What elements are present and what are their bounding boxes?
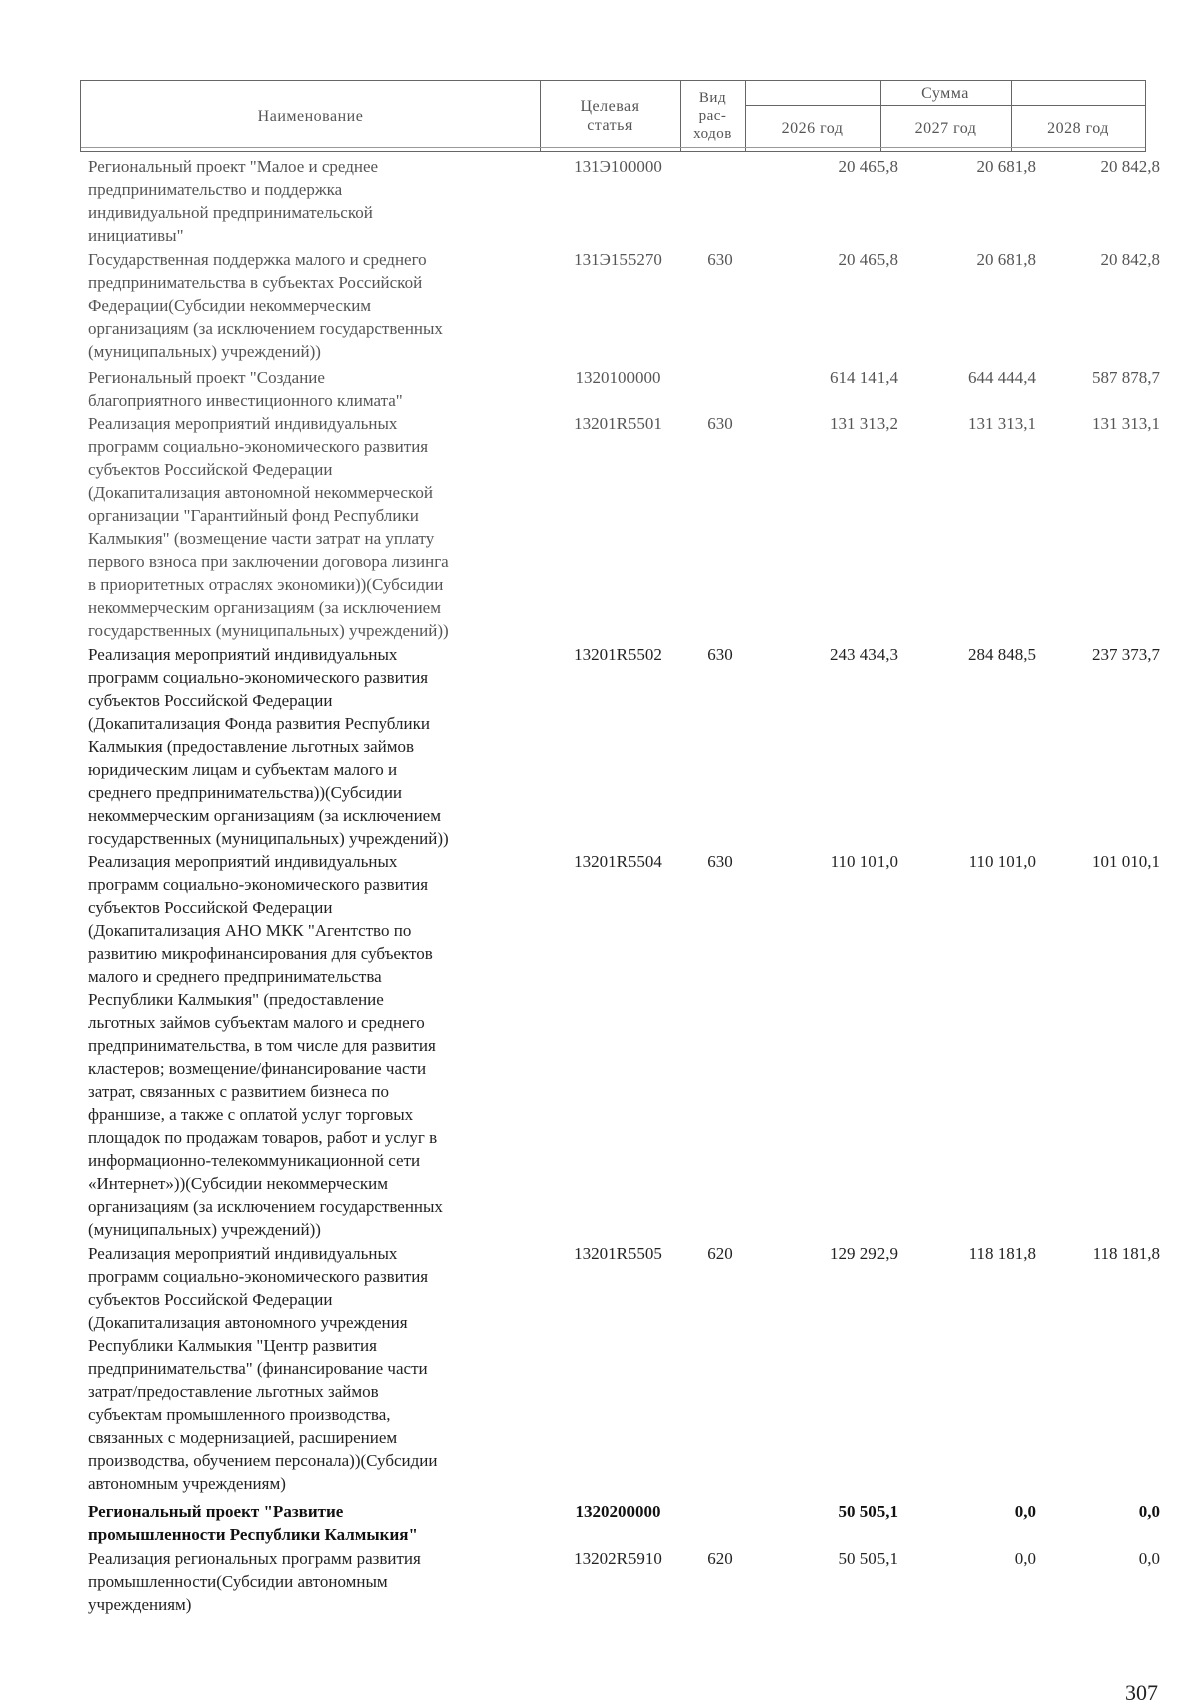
- header-vid: Вид рас- ходов: [693, 90, 732, 142]
- row-name: Реализация мероприятий индивидуальных программ социально-экономического развития субъектов Российской Федерации (Докапитализация Фонда развития Республики Калмыкия (предоставление льготных займов юридическим лицам и субъектам малого и среднего предпринимательства))(Субсидии некоммерческим организациям (за исключением государственных (муниципальных) учреждений)): [88, 645, 449, 848]
- row-vid: 620: [707, 1549, 733, 1568]
- row-name: Реализация мероприятий индивидуальных программ социально-экономического развития субъектов Российской Федерации (Докапитализация автономного учреждения Республики Калмыкия "Центр развития предпринимательства" (финансирование части затрат/предоставление льготных займов субъектам промышленного производства, связанных с модернизацией, расширением производства, обучением персонала))(Субсидии автономным учреждениям): [88, 1244, 438, 1493]
- row-sum-2026: 20 465,8: [838, 157, 898, 176]
- row-sum-2027: 20 681,8: [976, 250, 1036, 269]
- row-name: Региональный проект "Малое и среднее предпринимательство и поддержка индивидуальной предпринимательской инициативы": [88, 157, 379, 245]
- row-vid: 630: [707, 852, 733, 871]
- header-2027: 2027 год: [914, 119, 977, 137]
- row-sum-2026: 131 313,2: [830, 414, 898, 433]
- row-sum-2028: 587 878,7: [1092, 368, 1160, 387]
- row-sum-2026: 110 101,0: [830, 852, 898, 871]
- row-name: Реализация мероприятий индивидуальных программ социально-экономического развития субъектов Российской Федерации (Докапитализация автономной некоммерческой организации "Гарантийный фонд Республики Калмыкия" (возмещение части затрат на уплату первого взноса при заключении договора лизинга в приоритетных отраслях экономики))(Субсидии некоммерческим организациям (за исключением государственных (муниципальных) учреждений)): [88, 414, 449, 640]
- header-sum: Сумма: [921, 84, 969, 102]
- row-code: 13201R5505: [574, 1244, 662, 1263]
- header-name: Наименование: [257, 107, 364, 125]
- row-sum-2027: 284 848,5: [968, 645, 1036, 664]
- header-target: Целевая статья: [580, 98, 640, 134]
- row-sum-2027: 20 681,8: [976, 157, 1036, 176]
- row-sum-2026: 20 465,8: [838, 250, 898, 269]
- row-name: Государственная поддержка малого и среднего предпринимательства в субъектах Российской Федерации(Субсидии некоммерческим организациям (за исключением государственных (муниципальных) учреждений)): [88, 250, 443, 361]
- row-vid: 620: [707, 1244, 733, 1263]
- row-sum-2028: 20 842,8: [1100, 157, 1160, 176]
- header-2028: 2028 год: [1047, 119, 1109, 137]
- row-code: 13201R5502: [574, 645, 662, 664]
- row-sum-2028: 118 181,8: [1092, 1244, 1160, 1263]
- row-name: Реализация региональных программ развития промышленности(Субсидии автономным учреждениям): [88, 1549, 421, 1614]
- row-code: 131Э100000: [574, 157, 662, 176]
- row-vid: 630: [707, 645, 733, 664]
- row-name: Региональный проект "Развитие промышленности Республики Калмыкия": [88, 1502, 418, 1544]
- row-code: 13201R5501: [574, 414, 662, 433]
- row-name: Реализация мероприятий индивидуальных программ социально-экономического развития субъектов Российской Федерации (Докапитализация АНО МКК "Агентство по развитию микрофинансирования для субъектов малого и среднего предпринимательства Республики Калмыкия" (предоставление льготных займов субъектам малого и среднего предпринимательства, в том числе для развития кластеров; возмещение/финансирование части затрат, связанных с развитием бизнеса по франшизе, а также с оплатой услуг торговых площадок по продажам товаров, работ и услуг в информационно-телекоммуникационной сети «Интернет»))(Субсидии некоммерческим организациям (за исключением государственных (муниципальных) учреждений)): [88, 852, 443, 1239]
- row-sum-2028: 237 373,7: [1092, 645, 1160, 664]
- row-sum-2027: 0,0: [1014, 1502, 1036, 1521]
- row-code: 131Э155270: [574, 250, 662, 269]
- row-code: 1320200000: [575, 1502, 661, 1521]
- row-name: Региональный проект "Создание благоприятного инвестиционного климата": [88, 368, 403, 410]
- row-sum-2028: 101 010,1: [1092, 852, 1160, 871]
- row-sum-2026: 50 505,1: [838, 1549, 898, 1568]
- row-code: 1320100000: [575, 368, 661, 387]
- table-header: [80, 80, 1146, 152]
- row-sum-2028: 20 842,8: [1100, 250, 1160, 269]
- row-sum-2028: 0,0: [1138, 1502, 1160, 1521]
- row-sum-2027: 110 101,0: [968, 852, 1036, 871]
- page-number: 307: [1125, 1680, 1158, 1705]
- row-sum-2026: 614 141,4: [830, 368, 898, 387]
- row-code: 13201R5504: [574, 852, 662, 871]
- row-sum-2028: 0,0: [1138, 1549, 1160, 1568]
- row-code: 13202R5910: [574, 1549, 662, 1568]
- row-sum-2027: 0,0: [1014, 1549, 1036, 1568]
- row-sum-2026: 243 434,3: [830, 645, 898, 664]
- row-vid: 630: [707, 414, 733, 433]
- header-2026: 2026 год: [781, 119, 844, 137]
- row-sum-2027: 131 313,1: [968, 414, 1036, 433]
- row-sum-2028: 131 313,1: [1092, 414, 1160, 433]
- row-sum-2026: 129 292,9: [830, 1244, 898, 1263]
- row-sum-2026: 50 505,1: [838, 1502, 898, 1521]
- row-vid: 630: [707, 250, 733, 269]
- row-sum-2027: 644 444,4: [968, 368, 1036, 387]
- row-sum-2027: 118 181,8: [968, 1244, 1036, 1263]
